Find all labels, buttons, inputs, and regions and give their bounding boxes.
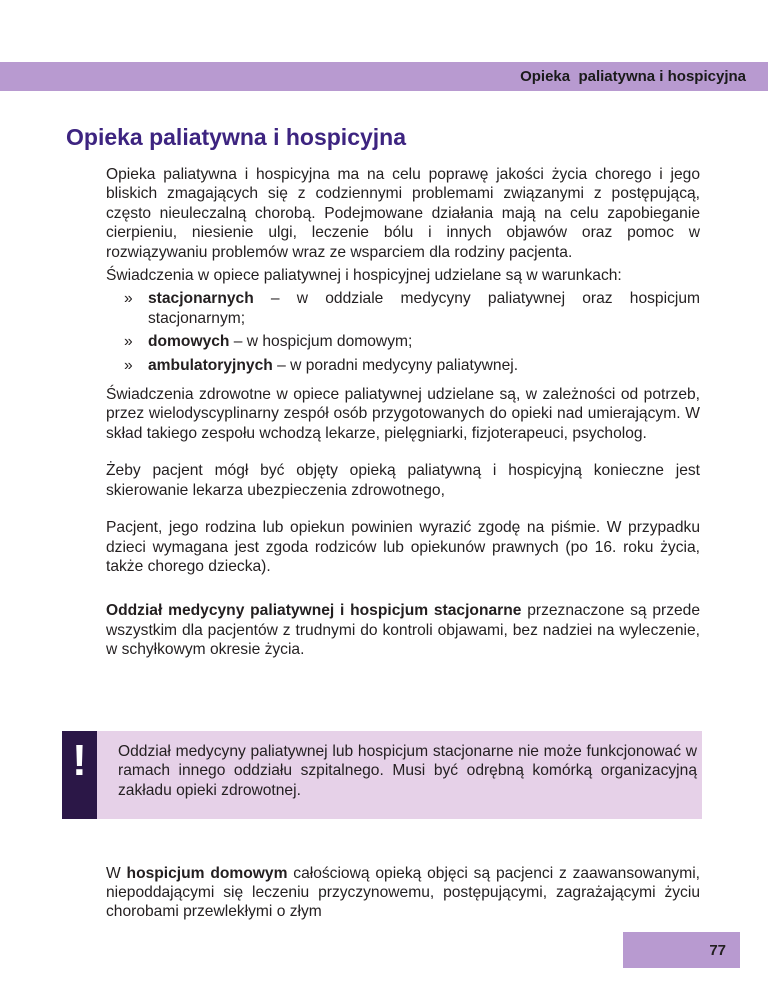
page-number: 77 — [709, 942, 726, 959]
ward-text: przeznaczone są przede wszystkim dla pacjentów z trudnymi do kontroli objawami, bez nadziei na wyleczenie, w schyłkowym okresie życia. — [106, 602, 701, 659]
running-header-title: Opieka paliatywna i hospicyjna — [520, 68, 746, 85]
list-item-text: – w oddziale medycyny paliatywnej oraz hospicjum stacjonarnym; — [148, 290, 700, 327]
list-item-text: – w poradni medycyny paliatywnej. — [272, 356, 519, 374]
home-lead: W — [106, 864, 127, 882]
exclamation-icon: ! — [62, 731, 97, 819]
page-title: Opieka paliatywna i hospicyjna — [66, 124, 407, 150]
home-hospice-paragraph — [106, 864, 700, 922]
team-paragraph: Świadczenia zdrowotne w opiece paliatywnej udzielane są, w zależności od potrzeb, przez wielodyscyplinarny zespół osób przygotowanych do opieki nad umierającym. W skład takiego zespołu wchodzą lekarze, pielęgniarki, fizjoterapeuci, psycholog. — [106, 386, 700, 442]
list-item — [106, 289, 700, 328]
consent-paragraph: Pacjent, jego rodzina lub opiekun powinien wyrazić zgodę na piśmie. W przypadku dzieci wymagana jest zgoda rodziców lub opiekunów prawnych (po 16. roku życia, także chorego dziecka). — [106, 519, 700, 575]
bullet-icon: » — [124, 333, 133, 351]
list-item — [106, 332, 700, 351]
list-item-term: domowych — [148, 333, 230, 351]
home-text: całościową opieką objęci są pacjenci z zaawansowanymi, niepoddającymi się leczeniu przyczynowemu, postępującymi, zagrażającymi życiu chorobami przewlekłymi o złym — [106, 864, 700, 921]
intro-paragraph: Opieka paliatywna i hospicyjna ma na celu poprawę jakości życia chorego i jego bliskich zmagających się z codziennymi problemami związanymi z postępującą, często nieuleczalną chorobą. Podejmowane działania mają na celu zapobieganie cierpieniu, niesienie ulgi, leczenie bólu i innych objawów oraz pomoc w rozwiązywaniu problemów wraz ze wsparciem dla rodziny pacjenta. — [106, 166, 700, 261]
list-item-term: stacjonarnych — [148, 290, 254, 308]
referral-paragraph: Żeby pacjent mógł być objęty opieką paliatywną i hospicyjną konieczne jest skierowanie lekarza ubezpieczenia zdrowotnego, — [106, 462, 700, 499]
note-text: Oddział medycyny paliatywnej lub hospicjum stacjonarne nie może funkcjonować w ramach innego oddziału szpitalnego. Musi być odrębną komórką organizacyjną zakładu opieki zdrowotnej. — [118, 743, 697, 799]
conditions-intro: Świadczenia w opiece paliatywnej i hospicyjnej udzielane są w warunkach: — [106, 267, 622, 285]
ward-paragraph — [106, 601, 700, 659]
ward-bold: Oddział medycyny paliatywnej i hospicjum stacjonarne — [106, 602, 522, 620]
page-number-box — [623, 932, 740, 968]
list-item — [106, 356, 700, 375]
header-band — [0, 62, 768, 91]
note-box — [62, 731, 702, 819]
list-item-term: ambulatoryjnych — [148, 356, 273, 374]
body-content — [106, 165, 700, 660]
home-bold: hospicjum domowym — [126, 864, 288, 882]
bullet-icon: » — [124, 356, 133, 374]
bullet-icon: » — [124, 290, 133, 308]
list-item-text: – w hospicjum domowym; — [229, 333, 413, 351]
conditions-list — [106, 289, 700, 375]
